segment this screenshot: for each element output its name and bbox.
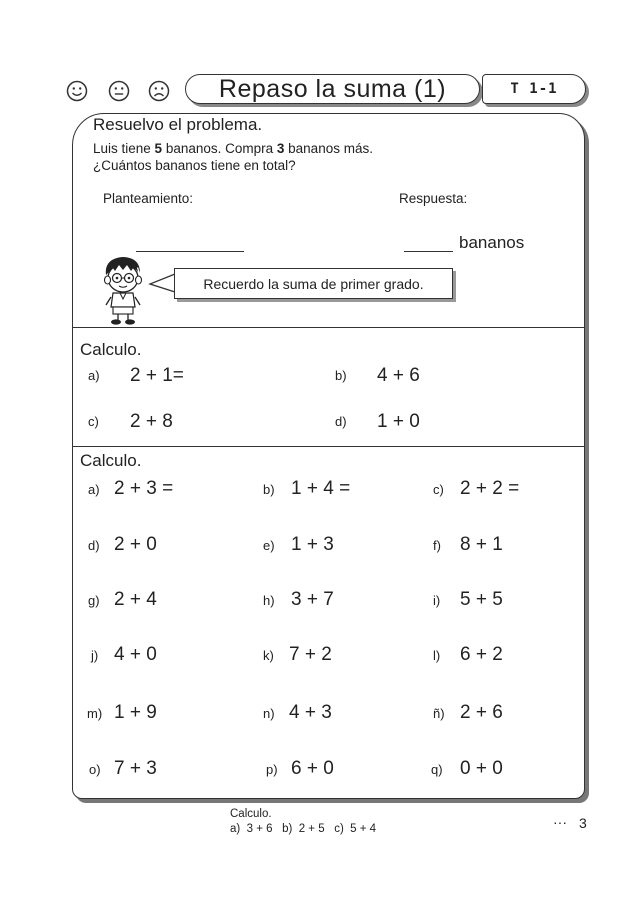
exercise-expression: 2 + 4 <box>114 589 157 610</box>
page-title-text: Repaso la suma (1) <box>218 74 447 103</box>
exercise-expression: 6 + 2 <box>460 644 503 665</box>
footer-exercises: a) 3 + 6 b) 2 + 5 c) 5 + 4 <box>230 823 377 835</box>
worksheet-box <box>72 113 585 799</box>
exercise-label: p) <box>266 762 278 777</box>
exercise-expression: 5 + 5 <box>460 589 503 610</box>
problem-heading: Resuelvo el problema. <box>93 115 263 134</box>
exercise-expression: 4 + 0 <box>114 644 157 665</box>
footer-dots: ··· <box>553 814 567 830</box>
page-number: 3 <box>579 815 587 831</box>
problem-text: Luis tiene <box>93 141 155 156</box>
exercise-label: i) <box>433 593 441 608</box>
exercise-expression: 0 + 0 <box>460 758 503 779</box>
exercise-label: b) <box>263 482 275 497</box>
exercise-label: l) <box>433 648 441 663</box>
problem-number: 3 <box>276 141 285 156</box>
page-title <box>185 74 480 104</box>
section2-heading: Calculo. <box>80 451 142 470</box>
problem-text: bananos más. <box>284 141 373 156</box>
exercise-expression: 4 + 3 <box>289 702 332 723</box>
exercise-label: k) <box>263 648 274 663</box>
exercise-label: a) <box>88 482 100 497</box>
happy-face-icon <box>66 80 88 102</box>
exercise-label: c) <box>88 414 99 429</box>
exercise-expression: 2 + 8 <box>130 411 173 432</box>
exercise-label: q) <box>431 762 443 777</box>
exercise-expression: 7 + 2 <box>289 644 332 665</box>
exercise-label: n) <box>263 706 275 721</box>
exercise-expression: 2 + 6 <box>460 702 503 723</box>
exercise-expression: 2 + 3 = <box>114 478 174 499</box>
exercise-label: j) <box>91 648 99 663</box>
planteamiento-label: Planteamiento: <box>103 191 194 206</box>
planteamiento-blank[interactable] <box>136 251 244 252</box>
exercise-label: h) <box>263 593 275 608</box>
problem-text: bananos. Compra <box>162 141 277 156</box>
exercise-label: o) <box>89 762 101 777</box>
respuesta-blank[interactable] <box>404 251 453 252</box>
exercise-label: c) <box>433 482 444 497</box>
boy-character-icon <box>98 253 148 327</box>
answer-unit: bananos <box>459 233 525 252</box>
lesson-code-text: T 1-1 <box>510 81 558 97</box>
section1-heading: Calculo. <box>80 340 142 359</box>
neutral-face-icon <box>108 80 130 102</box>
speech-bubble: Recuerdo la suma de primer grado. <box>174 268 453 299</box>
lesson-code-badge <box>482 74 586 104</box>
exercise-expression: 2 + 2 = <box>460 478 520 499</box>
sad-face-icon <box>148 80 170 102</box>
exercise-expression: 1 + 4 = <box>291 478 351 499</box>
exercise-expression: 2 + 0 <box>114 534 157 555</box>
exercise-expression: 4 + 6 <box>377 365 420 386</box>
exercise-expression: 8 + 1 <box>460 534 503 555</box>
exercise-label: d) <box>88 538 100 553</box>
exercise-expression: 1 + 0 <box>377 411 420 432</box>
exercise-label: a) <box>88 368 100 383</box>
exercise-label: g) <box>88 593 100 608</box>
exercise-expression: 1 + 3 <box>291 534 334 555</box>
exercise-label: d) <box>335 414 347 429</box>
exercise-label: m) <box>87 706 103 721</box>
exercise-label: b) <box>335 368 347 383</box>
exercise-expression: 2 + 1= <box>130 365 184 386</box>
section-divider <box>72 327 585 328</box>
footer-heading: Calculo. <box>230 808 272 820</box>
problem-number: 5 <box>154 141 163 156</box>
respuesta-label: Respuesta: <box>399 191 468 206</box>
exercise-expression: 1 + 9 <box>114 702 157 723</box>
exercise-expression: 7 + 3 <box>114 758 157 779</box>
exercise-expression: 6 + 0 <box>291 758 334 779</box>
section-divider <box>72 446 585 447</box>
exercise-label: ñ) <box>433 706 445 721</box>
problem-statement <box>93 141 373 156</box>
exercise-label: e) <box>263 538 275 553</box>
exercise-expression: 3 + 7 <box>291 589 334 610</box>
exercise-label: f) <box>433 538 441 553</box>
problem-question: ¿Cuántos bananos tiene en total? <box>93 158 296 173</box>
